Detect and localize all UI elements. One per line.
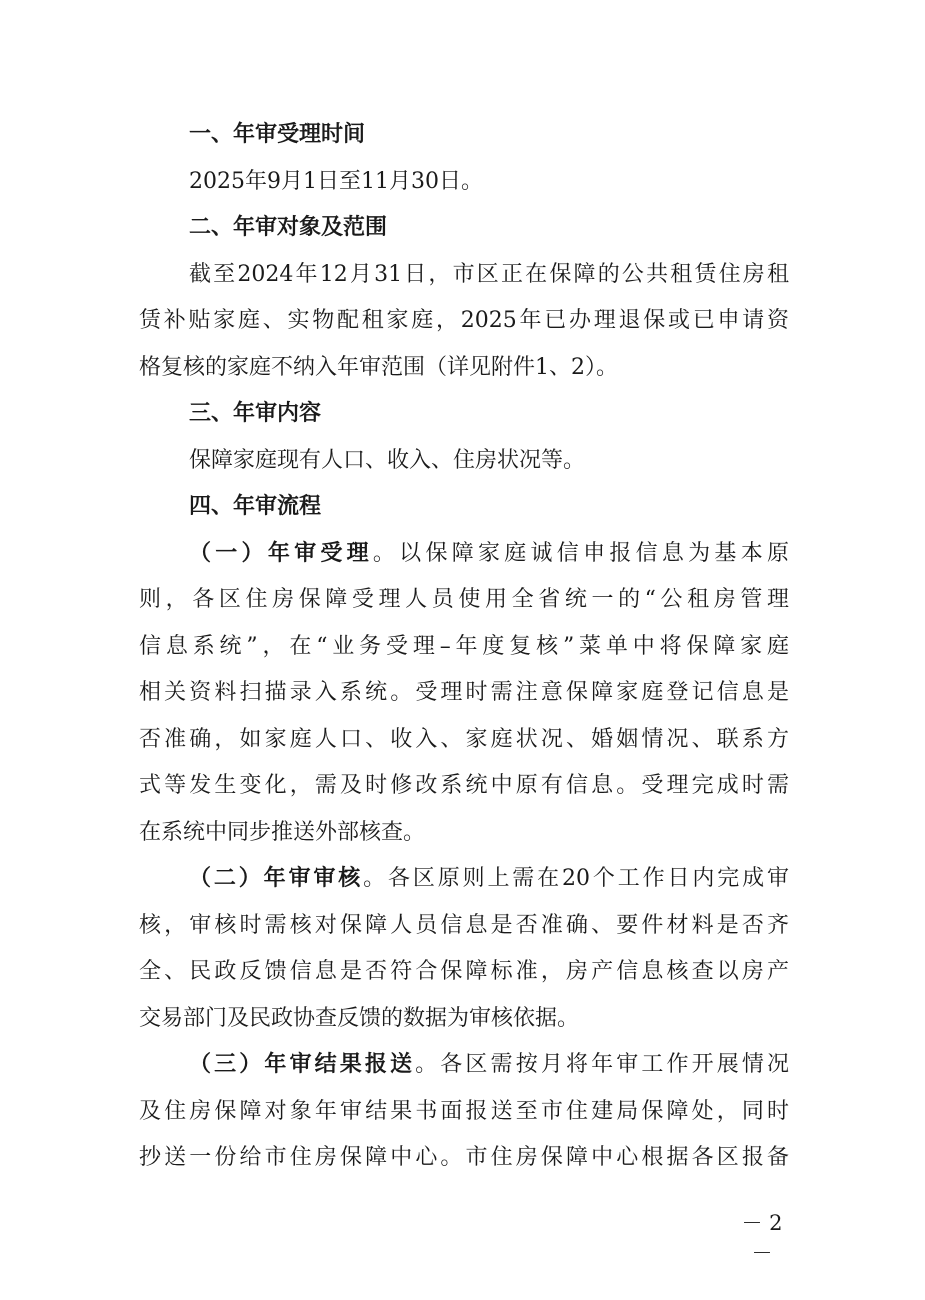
- subsection-first-line-3: [139, 1042, 789, 1089]
- document-body: [139, 112, 789, 1182]
- paragraph-line: 信息系统”，在“业务受理–年度复核”菜单中将保障家庭: [139, 633, 789, 659]
- section-heading-4: 四、年审流程: [189, 494, 322, 519]
- subsection-first-line-1: [139, 531, 789, 578]
- paragraph-line: 式等发生变化，需及时修改系统中原有信息。受理完成时需: [139, 773, 789, 798]
- page-number: － 2 －: [741, 1211, 783, 1265]
- paragraph-line: 及住房保障对象年审结果书面报送至市住建局保障处，同时: [139, 1098, 789, 1124]
- section-heading-1: 一、年审受理时间: [189, 122, 366, 147]
- subsection-first-line-rest: 。以保障家庭诚信申报信息为基本原: [372, 540, 789, 566]
- section-heading-2: 二、年审对象及范围: [189, 215, 388, 240]
- subsection-first-line-rest: 。各区原则上需在20个工作日内完成审: [363, 866, 789, 891]
- paragraph-line: 全、民政反馈信息是否符合保障标准，房产信息核查以房产: [139, 959, 789, 984]
- paragraph-line: 格复核的家庭不纳入年审范围（详见附件1、2）。: [139, 354, 618, 380]
- subsection-title-1: （一）年审受理: [189, 540, 373, 566]
- section-heading-3: 三、年审内容: [189, 401, 322, 426]
- paragraph-line: 则，各区住房保障受理人员使用全省统一的“公租房管理: [139, 587, 789, 612]
- paragraph-line: 否准确，如家庭人口、收入、家庭状况、婚姻情况、联系方: [139, 726, 789, 752]
- paragraph-line: 赁补贴家庭、实物配租家庭，2025年已办理退保或已申请资: [139, 308, 789, 333]
- paragraph-line: 核，审核时需核对保障人员信息是否准确、要件材料是否齐: [139, 912, 789, 938]
- subsection-title-2: （二）年审审核: [189, 866, 364, 891]
- paragraph-line: 相关资料扫描录入系统。受理时需注意保障家庭登记信息是: [139, 680, 789, 705]
- subsection-title-3: （三）年审结果报送: [189, 1052, 416, 1077]
- paragraph-line: 抄送一份给市住房保障中心。市住房保障中心根据各区报备: [139, 1145, 789, 1170]
- paragraph-line: 截至2024年12月31日，市区正在保障的公共租赁住房租: [189, 261, 789, 287]
- paragraph-line: 2025年9月1日至11月30日。: [189, 168, 483, 194]
- subsection-first-line-rest: 。各区需按月将年审工作开展情况: [415, 1052, 789, 1077]
- paragraph-line: 在系统中同步推送外部核查。: [139, 819, 426, 845]
- subsection-first-line-2: [139, 856, 789, 903]
- paragraph-line: 交易部门及民政协查反馈的数据为审核依据。: [139, 1005, 580, 1031]
- paragraph-line: 保障家庭现有人口、收入、住房状况等。: [189, 447, 586, 473]
